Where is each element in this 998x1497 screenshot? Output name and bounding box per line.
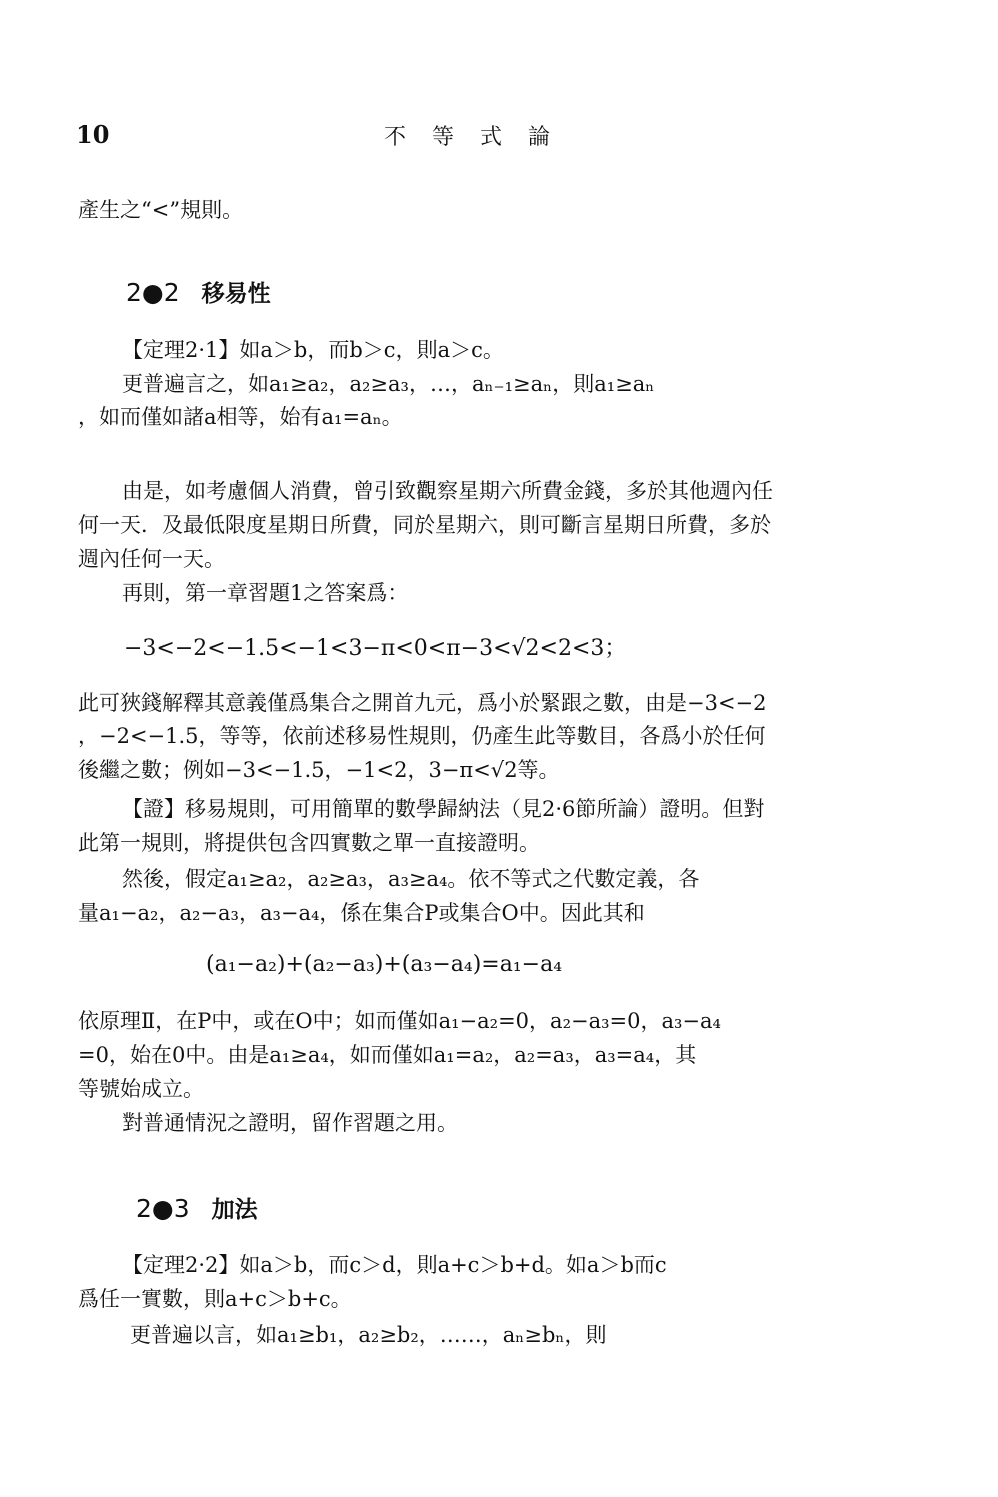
text-line: ，−2<−1.5，等等，依前述移易性規則，仍產生此等數目，各爲小於任何 (78, 724, 766, 748)
text-line: =0，始在0中。由是a₁≥a₄，如而僅如a₁=a₂，a₂=a₃，a₃=a₄，其 (78, 1043, 697, 1067)
text-line: 週內任何一天。 (78, 547, 225, 571)
section-heading (126, 278, 271, 309)
section-title: 加法 (211, 1196, 258, 1223)
text-line: 何一天．及最低限度星期日所費，同於星期六，則可斷言星期日所費，多於 (78, 513, 771, 537)
section-number: 2●3 (136, 1194, 190, 1223)
proof-line: 【證】移易規則，可用簡單的數學歸納法（見2·6節所論）證明。但對 (122, 797, 765, 821)
text-line: 對普通情況之證明，留作習題之用。 (122, 1111, 458, 1135)
text-line: 產生之“<”規則。 (78, 198, 244, 222)
section-title: 移易性 (201, 280, 271, 307)
text-line: 此可狹錢解釋其意義僅爲集合之開首九元，爲小於緊跟之數，由是−3<−2 (78, 691, 767, 715)
section-heading (136, 1194, 258, 1225)
text-line: 然後，假定a₁≥a₂，a₂≥a₃，a₃≥a₄。依不等式之代數定義，各 (122, 867, 700, 891)
text-line: 更普遍以言，如a₁≥b₁，a₂≥b₂，……，aₙ≥bₙ，則 (130, 1323, 607, 1347)
text-line: 此第一規則，將提供包含四實數之單一直接證明。 (78, 831, 540, 855)
running-title: 不等式論 (384, 125, 577, 150)
text-line: 等號始成立。 (78, 1077, 204, 1101)
sum-formula: (a₁−a₂)+(a₂−a₃)+(a₃−a₄)=a₁−a₄ (206, 952, 563, 977)
text-line: 更普遍言之，如a₁≥a₂，a₂≥a₃，…，aₙ₋₁≥aₙ，則a₁≥aₙ (122, 372, 655, 396)
theorem-statement: 【定理2·2】如a＞b，而c＞d，則a+c＞b+d。如a＞b而c (122, 1253, 667, 1277)
page-number: 10 (76, 120, 110, 149)
text-line: 後繼之數；例如−3<−1.5，−1<2，3−π<√2等。 (78, 758, 560, 782)
text-line: 再則，第一章習題1之答案爲： (122, 581, 409, 605)
text-line: 量a₁−a₂，a₂−a₃，a₃−a₄，係在集合P或集合O中。因此其和 (78, 901, 645, 925)
inequality-chain: −3<−2<−1.5<−1<3−π<0<π−3<√2<2<3； (124, 636, 627, 661)
text-line: 由是，如考慮個人消費，曾引致觀察星期六所費金錢，多於其他週內任 (122, 479, 773, 503)
theorem-statement: 【定理2·1】如a＞b，而b＞c，則a＞c。 (122, 338, 504, 362)
text-line: 依原理Ⅱ，在P中，或在O中；如而僅如a₁−a₂=0，a₂−a₃=0，a₃−a₄ (78, 1009, 721, 1033)
text-line: 爲任一實數，則a+c＞b+c。 (78, 1287, 352, 1311)
section-number: 2●2 (126, 278, 180, 307)
text-line: ，如而僅如諸a相等，始有a₁=aₙ。 (78, 405, 403, 429)
